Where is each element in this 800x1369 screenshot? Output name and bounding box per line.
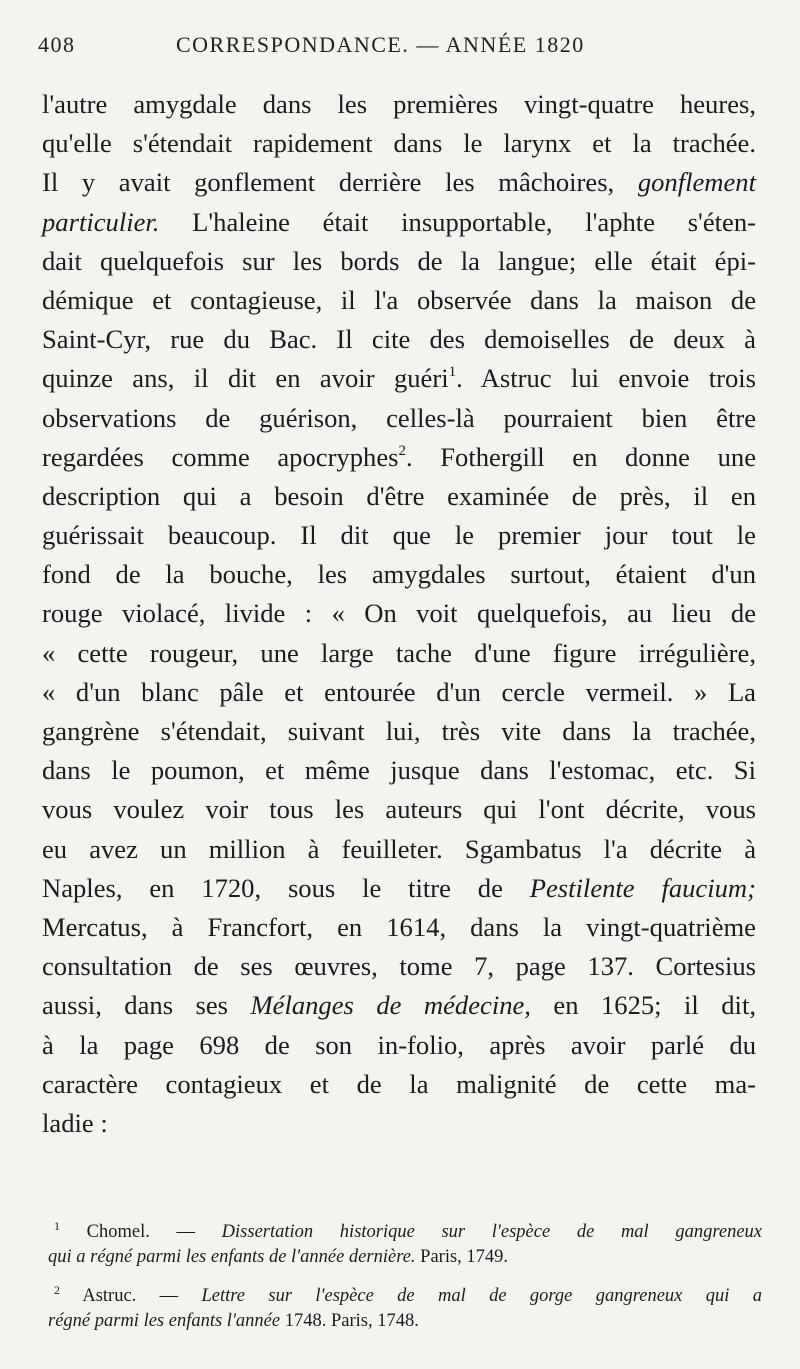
text-line: « cette rougeur, une large tache d'une figure irrégulière, [42,637,756,668]
text-line: fond de la bouche, les amygdales surtout, étaient d'un [42,559,756,590]
text-line: Saint-Cyr, rue du Bac. Il cite des demoiselles de deux à [42,324,756,355]
text-line: à la page 698 de son in-folio, après avoir parlé du [42,1029,756,1060]
text-line: particulier. L'haleine était insupportable, l'aphte s'éten- [42,206,756,237]
footnote-line: $^2$ Astruc. — Lettre sur l'espèce de mal de gorge gangreneux qui a [54,1283,762,1306]
text-line: caractère contagieux et de la malignité de cette ma- [42,1068,756,1099]
text-line: dait quelquefois sur les bords de la langue; elle était épi- [42,245,756,276]
text-line: Il y avait gonflement derrière les mâchoires, gonflement [42,167,756,198]
text-line: ladie : [42,1107,108,1138]
text-line: regardées comme apocryphes$^2$. Fothergill en donne une [42,441,756,472]
text-line: dans le poumon, et même jusque dans l'estomac, etc. Si [42,755,756,786]
text-line: quinze ans, il dit en avoir guéri$^1$. Astruc lui envoie trois [42,363,756,394]
footnote-mark: 2 [54,1283,60,1297]
text-line: gangrène s'étendait, suivant lui, très vite dans la trachée, [42,716,756,746]
text-line: « d'un blanc pâle et entourée d'un cercle vermeil. » La [42,676,756,707]
text-line: aussi, dans ses Mélanges de médecine, en 1625; il dit, [42,990,756,1021]
text-line: eu avez un million à feuilleter. Sgambatus l'a décrite à [42,833,756,864]
footnote-line: régné parmi les enfants l'année 1748. Paris, 1748. [48,1311,419,1331]
text-line: vous voulez voir tous les auteurs qui l'ont décrite, vous [42,794,756,825]
text-line: description qui a besoin d'être examinée de près, il en [42,480,756,511]
italic-title: Mélanges de médecine, [250,990,531,1021]
text-line: observations de guérison, celles-là pourraient bien être [42,402,756,433]
italic-term: gonflement [637,167,756,198]
running-title: CORRESPONDANCE. — ANNÉE 1820 [176,32,585,57]
footnote-ref-1: 1 [448,364,457,381]
text-line: démique et contagieuse, il l'a observée dans la maison de [42,284,756,315]
text-line: guérissait beaucoup. Il dit que le premier jour tout le [42,520,756,551]
text-line: Mercatus, à Francfort, en 1614, dans la vingt-quatrième [42,911,756,942]
italic-term: particulier. [42,206,160,237]
footnote-ref-2: 2 [398,442,406,459]
text-line: Naples, en 1720, sous le titre de Pestilente faucium; [42,872,756,903]
text-line: l'autre amygdale dans les premières vingt-quatre heures, [42,89,756,119]
footnote-1 [48,1220,762,1270]
footnote-line: $^1$ Chomel. — Dissertation historique sur l'espèce de mal gangreneux [54,1219,762,1242]
main-text [42,85,756,1143]
footnote-mark: 1 [54,1219,60,1233]
page-number: 408 [38,32,76,57]
text-line: rouge violacé, livide : « On voit quelquefois, au lieu de [42,598,756,629]
italic-title: Pestilente faucium; [529,872,756,903]
footnote-2 [48,1284,762,1334]
text-line: qu'elle s'étendait rapidement dans le larynx et la trachée. [42,128,756,159]
text-line: consultation de ses œuvres, tome 7, page 137. Cortesius [42,951,756,982]
footnote-line: qui a régné parmi les enfants de l'année dernière. Paris, 1749. [48,1247,509,1267]
